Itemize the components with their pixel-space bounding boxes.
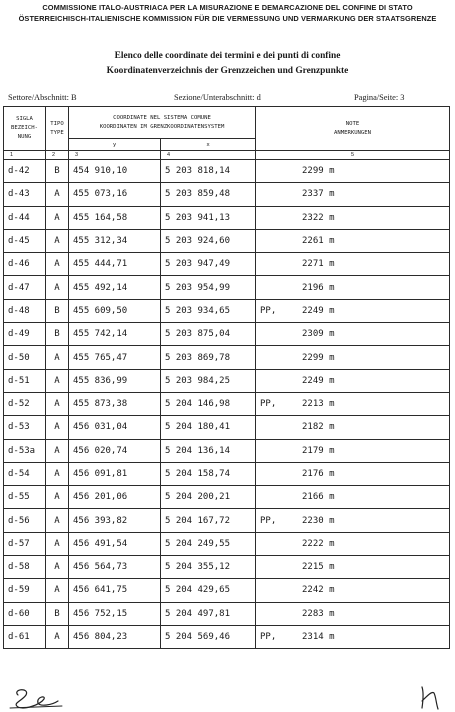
list-title-it: Elenco delle coordinate dei termini e dei punti di confine	[114, 51, 341, 61]
page-number-label: Pagina/Seite: 3	[354, 93, 405, 102]
altitude-value: 2309 m	[302, 329, 335, 340]
cell-note	[256, 392, 450, 415]
cell-tipo: B	[46, 323, 69, 346]
altitude-value: 2271 m	[302, 259, 335, 270]
table-row	[4, 253, 450, 276]
right-signature	[422, 687, 438, 709]
cell-tipo: A	[46, 509, 69, 532]
cell-note	[256, 229, 450, 252]
cell-y: 455 444,71	[69, 253, 161, 276]
cell-tipo: A	[46, 556, 69, 579]
table-row	[4, 323, 450, 346]
cell-y: 455 492,14	[69, 276, 161, 299]
cell-tipo: A	[46, 276, 69, 299]
altitude-value: 2299 m	[302, 352, 335, 363]
cell-x: 5 203 869,78	[161, 346, 256, 369]
pp-marker: PP,	[260, 632, 277, 643]
cell-x: 5 203 875,04	[161, 323, 256, 346]
cell-note	[256, 323, 450, 346]
cell-y: 456 752,15	[69, 602, 161, 625]
signatures	[0, 683, 455, 712]
altitude-value: 2213 m	[302, 399, 335, 410]
table-row	[4, 579, 450, 602]
table-row	[4, 369, 450, 392]
table-row	[4, 346, 450, 369]
pp-marker: PP,	[260, 305, 277, 316]
column-index: 1	[4, 151, 46, 160]
cell-y: 455 742,14	[69, 323, 161, 346]
cell-note	[256, 299, 450, 322]
cell-x: 5 204 429,65	[161, 579, 256, 602]
altitude-value: 2299 m	[302, 166, 335, 177]
cell-tipo: A	[46, 416, 69, 439]
cell-note	[256, 183, 450, 206]
cell-sigla: d-55	[4, 486, 46, 509]
cell-tipo: A	[46, 579, 69, 602]
commission-title-de: ÖSTERREICHISCH-ITALIENISCHE KOMMISSION FÜR DIE VERMESSUNG UND VERMARKUNG DER STAATSGRENZE	[18, 14, 437, 23]
cell-y: 456 491,54	[69, 532, 161, 555]
column-index: 4	[161, 151, 256, 160]
cell-x: 5 203 818,14	[161, 160, 256, 183]
altitude-value: 2166 m	[302, 492, 335, 503]
cell-y: 455 073,16	[69, 183, 161, 206]
sector-label: Settore/Abschnitt: B	[8, 93, 77, 102]
cell-sigla: d-44	[4, 206, 46, 229]
cell-note	[256, 462, 450, 485]
table-row	[4, 392, 450, 415]
altitude-value: 2230 m	[302, 515, 335, 526]
cell-y: 455 609,50	[69, 299, 161, 322]
cell-y: 456 393,82	[69, 509, 161, 532]
cell-note	[256, 253, 450, 276]
subsection-label: Sezione/Unterabschnitt: d	[174, 93, 261, 102]
cell-sigla: d-54	[4, 462, 46, 485]
cell-y: 456 564,73	[69, 556, 161, 579]
cell-sigla: d-42	[4, 160, 46, 183]
table-row	[4, 439, 450, 462]
altitude-value: 2196 m	[302, 282, 335, 293]
cell-note	[256, 206, 450, 229]
cell-note	[256, 369, 450, 392]
pp-marker: PP,	[260, 515, 277, 526]
cell-sigla: d-46	[4, 253, 46, 276]
cell-y: 456 020,74	[69, 439, 161, 462]
cell-x: 5 204 180,41	[161, 416, 256, 439]
table-body	[4, 160, 450, 649]
cell-tipo: A	[46, 439, 69, 462]
cell-y: 456 201,06	[69, 486, 161, 509]
table-row	[4, 486, 450, 509]
altitude-value: 2249 m	[302, 375, 335, 386]
column-header-sigla: SIGLA BEZEICH- NUNG	[4, 107, 46, 151]
table-row	[4, 625, 450, 648]
left-signature	[16, 690, 58, 708]
table-row	[4, 299, 450, 322]
cell-tipo: B	[46, 602, 69, 625]
cell-tipo: A	[46, 486, 69, 509]
table-row	[4, 602, 450, 625]
altitude-value: 2222 m	[302, 538, 335, 549]
cell-note	[256, 439, 450, 462]
cell-x: 5 203 941,13	[161, 206, 256, 229]
column-header-coordinates: COORDINATE NEL SISTEMA COMUNE KOORDINATEN IM GRENZKOORDINATENSYSTEM	[69, 107, 256, 139]
altitude-value: 2322 m	[302, 212, 335, 223]
cell-y: 456 091,81	[69, 462, 161, 485]
cell-sigla: d-43	[4, 183, 46, 206]
column-index: 2	[46, 151, 69, 160]
table-row	[4, 416, 450, 439]
cell-note	[256, 346, 450, 369]
list-title-de: Koordinatenverzeichnis der Grenzzeichen und Grenzpunkte	[106, 66, 349, 76]
altitude-value: 2249 m	[302, 305, 335, 316]
cell-note	[256, 486, 450, 509]
altitude-value: 2242 m	[302, 585, 335, 596]
cell-y: 456 031,04	[69, 416, 161, 439]
altitude-value: 2176 m	[302, 469, 335, 479]
cell-x: 5 204 497,81	[161, 602, 256, 625]
cell-sigla: d-60	[4, 602, 46, 625]
cell-sigla: d-58	[4, 556, 46, 579]
cell-tipo: A	[46, 462, 69, 485]
table-row	[4, 229, 450, 252]
cell-sigla: d-51	[4, 369, 46, 392]
cell-x: 5 204 158,74	[161, 462, 256, 485]
cell-tipo: A	[46, 532, 69, 555]
cell-x: 5 203 924,60	[161, 229, 256, 252]
table-row	[4, 276, 450, 299]
cell-sigla: d-48	[4, 299, 46, 322]
altitude-value: 2337 m	[302, 189, 335, 200]
cell-tipo: A	[46, 346, 69, 369]
cell-x: 5 204 167,72	[161, 509, 256, 532]
table-row	[4, 183, 450, 206]
cell-note	[256, 532, 450, 555]
cell-sigla: d-50	[4, 346, 46, 369]
cell-note	[256, 556, 450, 579]
cell-x: 5 203 947,49	[161, 253, 256, 276]
cell-x: 5 203 954,99	[161, 276, 256, 299]
pp-marker: PP,	[260, 399, 277, 410]
cell-y: 456 804,23	[69, 625, 161, 648]
cell-sigla: d-52	[4, 392, 46, 415]
cell-note	[256, 509, 450, 532]
altitude-value: 2182 m	[302, 422, 335, 433]
cell-x: 5 203 934,65	[161, 299, 256, 322]
cell-x: 5 204 355,12	[161, 556, 256, 579]
cell-tipo: A	[46, 253, 69, 276]
column-header-x: x	[161, 139, 256, 151]
cell-sigla: d-53	[4, 416, 46, 439]
cell-tipo: B	[46, 299, 69, 322]
cell-tipo: A	[46, 392, 69, 415]
column-header-note: NOTE ANMERKUNGEN	[256, 107, 450, 151]
cell-tipo: A	[46, 183, 69, 206]
cell-sigla: d-53a	[4, 439, 46, 462]
cell-note	[256, 416, 450, 439]
cell-y: 455 765,47	[69, 346, 161, 369]
cell-sigla: d-49	[4, 323, 46, 346]
cell-sigla: d-47	[4, 276, 46, 299]
cell-x: 5 204 200,21	[161, 486, 256, 509]
altitude-value: 2314 m	[302, 632, 335, 643]
cell-y: 455 873,38	[69, 392, 161, 415]
altitude-value: 2179 m	[302, 445, 335, 456]
cell-tipo: A	[46, 369, 69, 392]
cell-note	[256, 625, 450, 648]
cell-sigla: d-61	[4, 625, 46, 648]
cell-x: 5 203 984,25	[161, 369, 256, 392]
table-row	[4, 556, 450, 579]
cell-note	[256, 602, 450, 625]
cell-tipo: A	[46, 625, 69, 648]
commission-title-it: COMMISSIONE ITALO-AUSTRIACA PER LA MISURAZIONE E DEMARCAZIONE DEL CONFINE DI STATO	[42, 3, 413, 12]
cell-tipo: B	[46, 160, 69, 183]
table-row	[4, 160, 450, 183]
cell-x: 5 203 859,48	[161, 183, 256, 206]
altitude-value: 2283 m	[302, 608, 335, 619]
column-header-y: y	[69, 139, 161, 151]
cell-sigla: d-56	[4, 509, 46, 532]
cell-note	[256, 276, 450, 299]
cell-note	[256, 579, 450, 602]
cell-x: 5 204 249,55	[161, 532, 256, 555]
cell-sigla: d-57	[4, 532, 46, 555]
altitude-value: 2261 m	[302, 236, 335, 247]
cell-y: 455 312,34	[69, 229, 161, 252]
cell-y: 456 641,75	[69, 579, 161, 602]
table-row	[4, 206, 450, 229]
table-row	[4, 509, 450, 532]
cell-sigla: d-59	[4, 579, 46, 602]
column-index: 5	[256, 151, 450, 160]
cell-x: 5 204 136,14	[161, 439, 256, 462]
table-row	[4, 532, 450, 555]
column-index: 3	[69, 151, 161, 160]
cell-sigla: d-45	[4, 229, 46, 252]
cell-note	[256, 160, 450, 183]
coordinates-table	[3, 106, 450, 649]
altitude-value: 2215 m	[302, 562, 335, 573]
cell-tipo: A	[46, 206, 69, 229]
table-row	[4, 462, 450, 485]
cell-y: 455 164,58	[69, 206, 161, 229]
cell-y: 454 910,10	[69, 160, 161, 183]
cell-tipo: A	[46, 229, 69, 252]
cell-x: 5 204 569,46	[161, 625, 256, 648]
cell-x: 5 204 146,98	[161, 392, 256, 415]
cell-y: 455 836,99	[69, 369, 161, 392]
column-header-tipo: TIPO TYPE	[46, 107, 69, 151]
